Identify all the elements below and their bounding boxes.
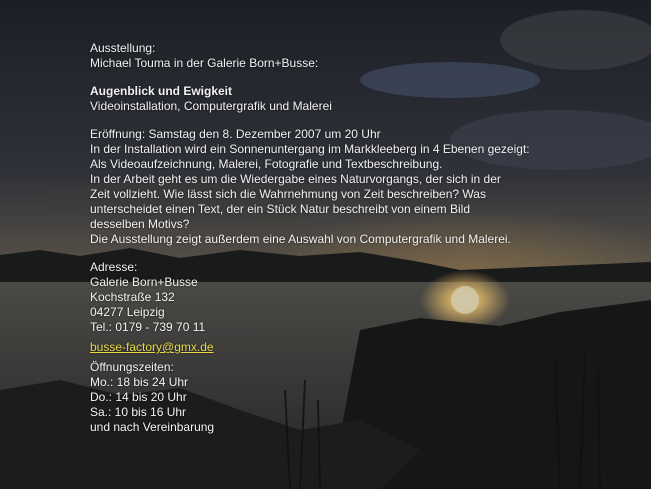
exhibition-title: Augenblick und Ewigkeit xyxy=(90,84,233,98)
address-label: Adresse: xyxy=(90,260,138,274)
address-line: Kochstraße 132 xyxy=(90,290,175,304)
hours-line: Sa.: 10 bis 16 Uhr xyxy=(90,405,187,419)
description-line: desselben Motivs? xyxy=(90,217,190,231)
description-line: In der Arbeit geht es um die Wiedergabe eines Naturvorgangs, der sich in der xyxy=(90,172,501,186)
description-line: Zeit vollzieht. Wie lässt sich die Wahrnehmung von Zeit beschreiben? Was xyxy=(90,187,486,201)
hours-line: Mo.: 18 bis 24 Uhr xyxy=(90,375,189,389)
email-link[interactable]: busse-factory@gmx.de xyxy=(90,340,214,354)
description-line: Als Videoaufzeichnung, Malerei, Fotografie und Textbeschreibung. xyxy=(90,157,443,171)
description-line: Die Ausstellung zeigt außerdem eine Auswahl von Computergrafik und Malerei. xyxy=(90,232,511,246)
exhibition-label: Ausstellung: xyxy=(90,41,156,55)
description-line: In der Installation wird ein Sonnenuntergang im Markkleeberg in 4 Ebenen gezeigt: xyxy=(90,142,530,156)
artist-line: Michael Touma in der Galerie Born+Busse: xyxy=(90,56,319,70)
address-line: Galerie Born+Busse xyxy=(90,275,198,289)
description-line: unterscheidet einen Text, der ein Stück Natur beschreibt von einem Bild xyxy=(90,202,470,216)
exhibition-info xyxy=(90,41,610,435)
address-line: 04277 Leipzig xyxy=(90,305,165,319)
phone-line: Tel.: 0179 - 739 70 11 xyxy=(90,320,206,334)
description-line: Eröffnung: Samstag den 8. Dezember 2007 um 20 Uhr xyxy=(90,127,381,141)
hours-line: Do.: 14 bis 20 Uhr xyxy=(90,390,187,404)
hours-label: Öffnungszeiten: xyxy=(90,360,174,374)
exhibition-subtitle: Videoinstallation, Computergrafik und Malerei xyxy=(90,99,332,113)
hours-line: und nach Vereinbarung xyxy=(90,420,215,434)
